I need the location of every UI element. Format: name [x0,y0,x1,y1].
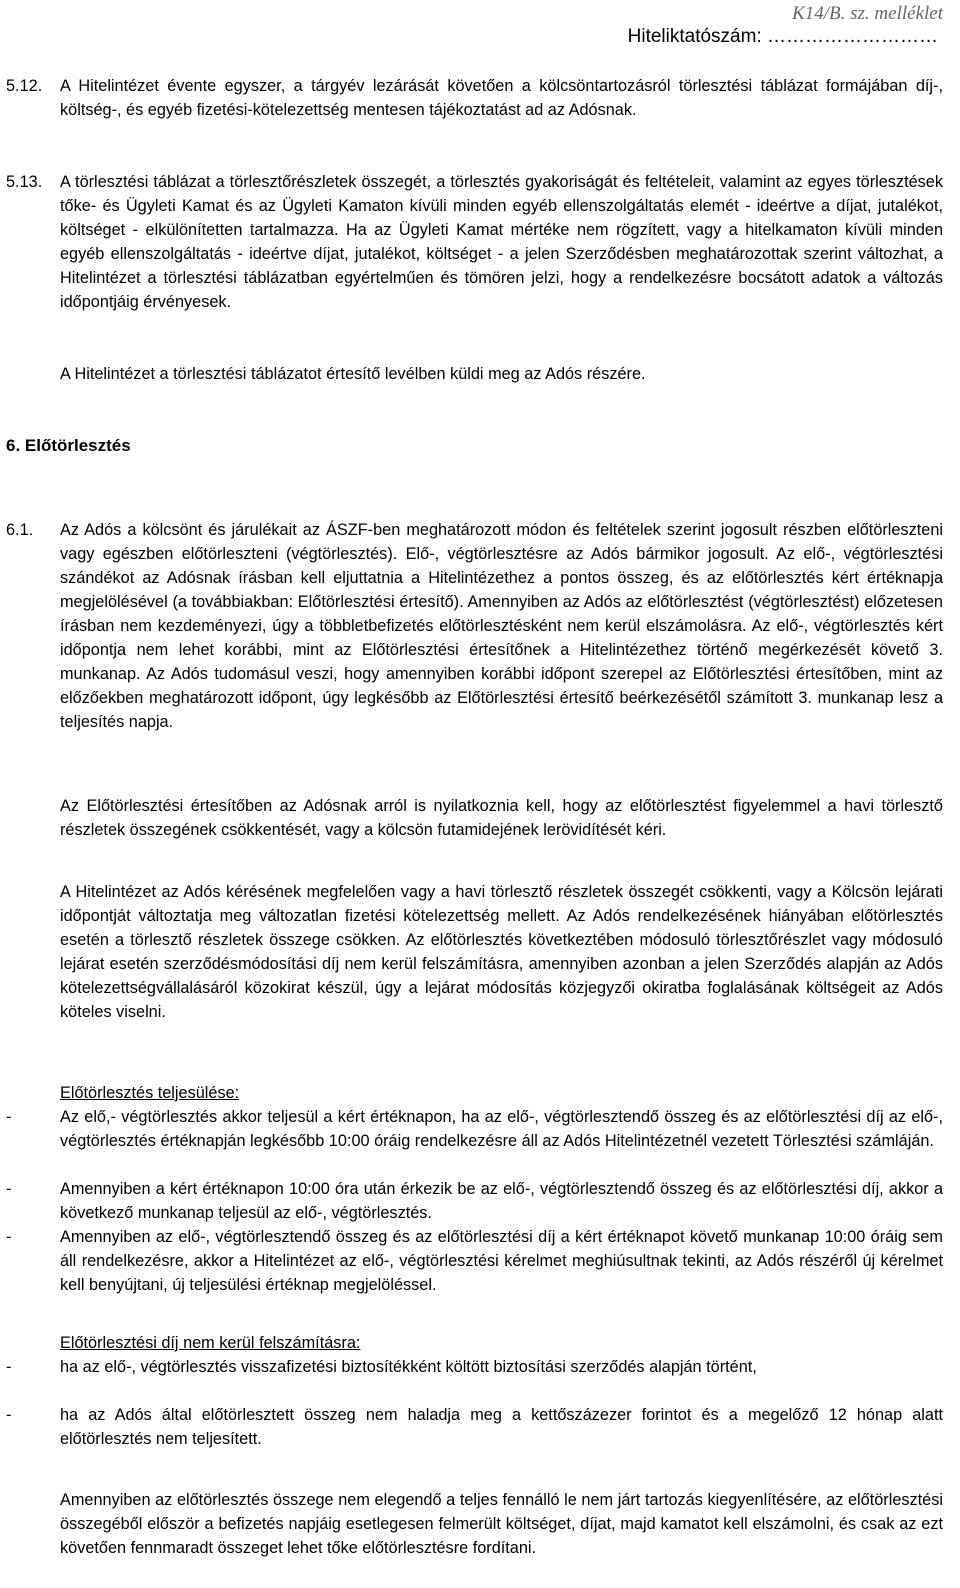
subheading-fulfilment: Előtörlesztés teljesülése: [60,1084,240,1102]
list-item: Amennyiben a kért értéknapon 10:00 óra után érkezik be az elő-, végtörlesztendő összeg és az előtörlesztési díj, akkor a következő munkanap teljesül az elő-, végtörlesztés. [60,1180,943,1222]
subheading-no-fee: Előtörlesztési díj nem kerül felszámításra: [60,1334,361,1352]
paragraph-number-6-1: 6.1. [6,521,34,539]
paragraph-6-1-adjustment: A Hitelintézet az Adós kérésének megfelelően vagy a havi törlesztő részletek összegét csökkenti, vagy a Kölcsön lejárati időpontját változtatja meg változatlan fizetési kötelezettség mellett. Az Adós rendelkezésének hiányában előtörlesztés esetén a törlesztő részletek összege csökken. Az előtörlesztés következtében módosuló törlesztőrészlet vagy módosuló lejárat esetén szerződésmódosítási díj nem kerül felszámításra, amennyiben azonban a jelen Szerződés alapján az Adós kötelezettségvállalásáról közokirat készül, úgy a lejárat módosítás közjegyzői okiratba foglalásának költségeit az Adós köteles viselni. [60,883,943,1021]
paragraph-5-13-delivery: A Hitelintézet a törlesztési táblázatot értesítő levélben küldi meg az Adós részére. [60,365,646,383]
paragraph-5-13: A törlesztési táblázat a törlesztőrészletek összegét, a törlesztés gyakoriságát és feltételeit, valamint az egyes törlesztések tőke- és Ügyleti Kamat és az Ügyleti Kamaton kívüli minden egyéb ellenszolgáltatás elemét - ideértve a díjat, jutalékot, költséget - elkülönítetten tartalmazza. Ha az Ügyleti Kamat mértéke nem rögzített, vagy a hitelkamaton kívüli minden egyéb ellenszolgáltatás - ideértve díjat, jutalékot, költséget - a jelen Szerződésben meghatározottak szerint változhat, a Hitelintézet a törlesztési táblázatban egyértelműen és tömören jelzi, hogy a rendelkezésre bocsátott adatok a változás időpontjáig érvényesek. [60,173,943,311]
list-item: Amennyiben az elő-, végtörlesztendő összeg és az előtörlesztési díj a kért értéknapot követő munkanap 10:00 óráig sem áll rendelkezésre, akkor a Hitelintézet az elő-, végtörlesztési kérelmet meghiúsultnak tekinti, az Adós részéről új kérelmet kell benyújtani, új teljesülési értéknap megjelöléssel. [60,1228,943,1294]
section-heading-prepayment: 6. Előtörlesztés [6,436,131,455]
list-item: ha az Adós által előtörlesztett összeg nem haladja meg a kettőszázezer forintot és a megelőző 12 hónap alatt előtörlesztés nem teljesített. [60,1406,943,1448]
paragraph-6-1: Az Adós a kölcsönt és járulékait az ÁSZF-ben meghatározott módon és feltételek szerint jogosult részben előtörleszteni vagy egészben előtörleszteni (végtörlesztés). Elő-, végtörlesztésre az Adós bármikor jogosult. Az elő-, végtörlesztési szándékot az Adósnak írásban kell eljuttatnia a Hitelintézethez a pontos összeg, és az előtörlesztés kért értéknapja megjelölésével (a továbbiakban: Előtörlesztési értesítő). Amennyiben az Adós az előtörlesztést (végtörlesztést) előzetesen írásban nem kezdeményezi, úgy a többletbefizetés előtörlesztésként nem kerül elszámolásra. Az elő-, végtörlesztés kért időpontja nem lehet korábbi, mint az Előtörlesztési értesítőnek a Hitelintézethez történő megérkezését követő 3. munkanap. Az Adós tudomásul veszi, hogy amennyiben korábbi időpont szerepel az Előtörlesztési értesítőben, mint az előzőekben meghatározott időpont, úgy legkésőbb az Előtörlesztési értesítő beérkezésétől számított 3. munkanap lesz a teljesítés napja. [60,521,943,731]
paragraph-number-5-12: 5.12. [6,77,43,95]
list-bullet: - [6,1406,12,1424]
list-item: Az elő,- végtörlesztés akkor teljesül a kért értéknapon, ha az elő-, végtörlesztendő összeg és az előtörlesztési díj az elő-, végtörlesztés értéknapján legkésőbb 10:00 óráig rendelkezésre áll az Adós Hitelintézetnél vezetett Törlesztési számláján. [60,1108,943,1150]
loan-reference-number: Hiteliktatószám: ……………………… [627,26,938,47]
paragraph-5-12: A Hitelintézet évente egyszer, a tárgyév lezárását követően a kölcsöntartozásról törlesztési táblázat formájában díj-, költség-, és egyéb fizetési-kötelezettség mentesen tájékoztatást ad az Adósnak. [60,77,943,119]
paragraph-number-5-13: 5.13. [6,173,43,191]
paragraph-partial-prepayment: Amennyiben az előtörlesztés összege nem elegendő a teljes fennálló le nem járt tartozás kiegyenlítésére, az előtörlesztési összegéből először a befizetés napjáig esetlegesen felmerült költséget, díjat, majd kamatot kell elszámolni, és csak az ezt követően fennmaradt összeget lehet tőke előtörlesztésre fordítani. [60,1491,943,1557]
paragraph-6-1-notice: Az Előtörlesztési értesítőben az Adósnak arról is nyilatkoznia kell, hogy az előtörlesztést figyelemmel a havi törlesztő részletek összegének csökkentését, vagy a kölcsön futamidejének lerövidítését kéri. [60,797,943,839]
annex-label: K14/B. sz. melléklet [792,3,943,24]
list-item: ha az elő-, végtörlesztés visszafizetési biztosítékként költött biztosítási szerződés alapján történt, [60,1358,757,1376]
list-bullet: - [6,1180,12,1198]
list-bullet: - [6,1228,12,1246]
list-bullet: - [6,1108,12,1126]
list-bullet: - [6,1358,12,1376]
